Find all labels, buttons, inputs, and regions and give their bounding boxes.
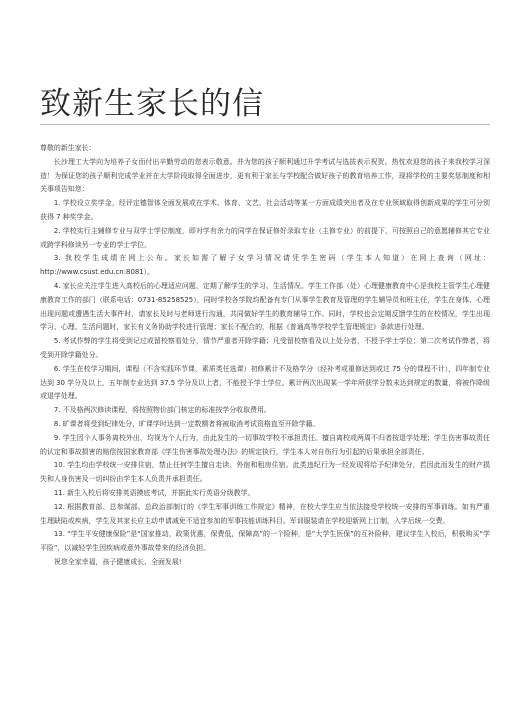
rule-military-training: 12. 根据教育部、总参谋部、总政治部制订的《学生军事训练工作规定》精神，在校大学生应当依法接受学校统一安排的军事训练。如有严重生理缺陷或疾病，学生及其家长应主动申请减免不适宜参加的军事技能训练科目。军训服装请在学校迎新网上订制，入学后统一交费。	[40, 502, 490, 525]
greeting: 尊敬的新生家长：	[40, 144, 96, 152]
title-divider	[40, 124, 490, 125]
rule-mental-health: 4. 家长应关注学生进入高校后的心理适应问题，定期了解学生的学习、生活情况。学生工作部（处）心理健康教育中心是我校主管学生心理健康教育工作的部门（联系电话：0731-85258525），同时学校各学院均配备有专门从事学生教育及管理的学生辅导员和班主任，学生在身体、心理出现问题或遭遇生活大事件时，请家长及时与老师进行沟通，共同做好学生的教育辅导工作。同时，学校也会定期反馈学生的在校情况，学生出现学习、心理、生活问题时，家长有义务协助学校进行管理；家长不配合的，根据《普通高等学校学生管理规定》条款进行处理。	[40, 281, 490, 332]
rule-absence: 8. 旷课者将受到纪律处分，旷课学时达到一定数额者将被取消考试资格直至开除学籍。	[53, 419, 320, 428]
rule-credits: 6. 学生在校学习期间，课程（不含实践环节课，素质类任选课）初修累计不及格学分（经补考或重修达到或过 75 分的课程不计），四年制专业达到 30 学分及以上，五年制专业达到 37.5 学分及以上者，不能授予学士学位。累计两次出现某一学年所获学分数未达到规定的数量，将被作降级或退学处理。	[40, 364, 490, 401]
rule-insurance: 13. “学生平安健康保险”是“国家推动，政策优惠，保费低，保障高”的一个险种，是“大学生医保”的互补险种，建议学生入校后，积极购买“学平险”，以减轻学生因疾病或意外事故带来的经济负担。	[40, 530, 490, 553]
closing-wish: 祝您全家幸福，孩子健康成长、全面发展!	[53, 557, 182, 566]
rule-grades-online: 3. 我校学生成绩在网上公布。家长如需了解子女学习情况请凭学生密码（学生本人知道）在网上查询（网址：http://www.csust.edu.cn:8081）。	[40, 254, 490, 277]
rule-retake-fee: 7. 不及格两次修读课程，将按照物价部门核定的标准按学分收取费用。	[53, 406, 271, 415]
intro-paragraph: 长沙理工大学向为培养子女而付出辛勤劳动的您表示敬意。并为您的孩子顺利通过升学考试与选拔表示祝贺。热忱欢迎您的孩子来我校学习深造！为保证您的孩子顺利完成学业并在大学阶段取得全面进步，更有利于家长与学校配合做好孩子的教育培养工作，现将学校的主要奖惩制度和相关事项告知您：	[40, 157, 490, 194]
rule-english-test: 11. 新生入校后将安排英语摸底考试，并据此实行英语分级教学。	[53, 488, 255, 497]
rule-cheating: 5. 考试作弊的学生将受到记过或留校察看处分，情节严重者开除学籍；凡受留校察看及以上处分者，不授予学士学位；第二次考试作弊者，将受到开除学籍处分。	[40, 337, 490, 359]
rule-double-degree: 2. 学校实行主辅修专业与双学士学位制度，即对学有余力的同学在保证修好录取专业（主修专业）的前提下，可按照自己的意愿辅修其它专业或跨学科修读另一专业的学士学位。	[40, 226, 490, 249]
rule-accommodation: 10. 学生均由学校统一安排住宿，禁止任何学生擅自走读、外宿和租房住宿。此类违纪行为一经发现将给予纪律处分，若因此而发生的财产损失和人身伤害及一切纠纷由学生本人负责并承担责任。	[40, 461, 490, 484]
rule-leaving-campus: 9. 学生因个人事务离校外出，均视为个人行为，由此发生的一切事故学校不承担责任。擅自离校或两周不归者按退学处理；学生伤害事故责任的认定和事故损害的赔偿按国家教育部《学生伤害事故处理办法》的规定执行，学生本人对自伤行为引起的后果承担全部责任。	[40, 433, 490, 456]
rule-scholarship: 1. 学校设立奖学金，经评定德智体全面发展或在学术、体育、文艺、社会活动等某一方面成绩突出者及在专业领域取得创新成果的学生可分别获得 7 种奖学金。	[40, 199, 490, 221]
letter-title: 致新生家长的信	[40, 86, 264, 122]
letter-body	[40, 142, 490, 570]
